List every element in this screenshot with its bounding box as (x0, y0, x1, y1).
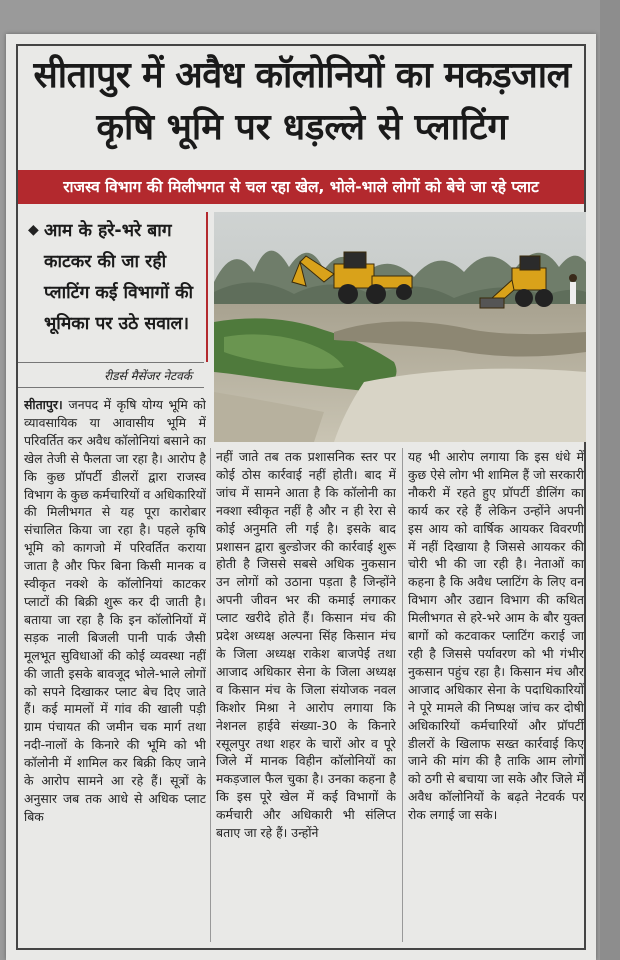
column-divider (210, 448, 211, 942)
headline-line-2: कृषि भूमि पर धड़ल्ले से प्लाटिंग (96, 107, 508, 148)
pull-quote-text: आम के हरे-भरे बाग काटकर की जा रही प्लाटिंग कई विभागों की भूमिका पर उठे सवाल। (44, 221, 194, 334)
article-column-1 (24, 396, 206, 944)
column-divider (402, 448, 403, 942)
headline-line-1: सीतापुर में अवैध कॉलोनियों का मकड़जाल (33, 55, 571, 96)
bulldozer-scene-image (214, 212, 586, 442)
diamond-bullet-icon: ◆ (28, 222, 39, 238)
article-column-2: नहीं जाते तब तक प्रशासनिक स्तर पर कोई ठोस कार्रवाई नहीं होती। बाद में जांच में सामने आता है कि कॉलोनी का नक्शा स्वीकृत नहीं है और न ही रेरा से कोई अनुमति ली गई है। इसके बाद प्रशासन द्वारा बुल्डोजर की कार्रवाई शुरू होती है जिससे सबसे अधिक नुकसान उन लोगों को उठाना पड़ता है जिन्होंने अपनी जीवन भर की कमाई लगाकर प्लाट खरीदे होते हैं। किसान मंच की प्रदेश अध्यक्ष अल्पना सिंह किसान मंच के जिला अध्यक्ष राकेश बाजपेई तथा आजाद अधिकार सेना के जिला अध्यक्ष व किसान मंच के जिला संयोजक नवल किशोर मिश्रा ने आरोप लगाया कि नेशनल हाईवे संख्या-30 के किनारे रसूलपुर तथा शहर के चारों ओर व पूरे जिले में मानक विहीन कॉलोनियों का मकड़जाल फैल चुका है। उनका कहना है कि इस पूरे खेल में कई विभागों के कर्मचारी और अधिकारी भी संलिप्त बताए जा रहे हैं। उन्होंने (216, 449, 396, 841)
byline: रीडर्स मैसेंजर नेटवर्क (18, 362, 204, 388)
article-column-1-text: जनपद में कृषि योग्य भूमि को व्यावसायिक या आवासीय भूमि में परिवर्तित कर अवैध कॉलोनियां बसाने का खेल तेजी से फैलता जा रहा है। आरोप है कि कुछ प्रॉपर्टी डीलरों द्वारा राजस्व विभाग के कुछ कर्मचारियों व अधिकारियों की मिलीभगत से यह पूरा कारोबार संचालित किया जा रहा है। पहले कृषि भूमि को कागजो में परिवर्तित कराया जाता है और फिर बिना किसी मानक व स्वीकृत नक्शे के कॉलोनियां काटकर प्लाटों की बिक्री शुरू कर दी जाती है। बताया जा रहा है कि इन कॉलोनियों में सड़क नाली बिजली पानी पार्क जैसी मूलभूत सुविधाओं की कोई व्यवस्था नहीं की जाती इसके बावजूद भोले-भाले लोगों को सपने दिखाकर प्लाट बेच दिए जाते हैं। कई मामलों में गांव की खाली पड़ी ग्राम पंचायत की जमीन चक मार्ग तथा नदी-नालों के किनारे की भूमि को भी कॉलोनी में शामिल कर बिक्री किए जाने के आरोप सामने आ रहे हैं। सूत्रों के अनुसार जब तक आधे से अधिक प्लाट बिक (24, 397, 206, 824)
article-column-3: यह भी आरोप लगाया कि इस धंधे में कुछ ऐसे लोग भी शामिल हैं जो सरकारी नौकरी में रहते हुए प्रॉपर्टी डीलिंग का कार्य कर रहे हैं लेकिन उन्होंने अपनी इस आय को वार्षिक आयकर विवरणी में नहीं दिखाया है जिससे आयकर की चोरी भी की जा रही है। नेताओं का कहना है कि अवैध प्लाटिंग के लिए वन विभाग और उद्यान विभाग की कथित मिलीभगत से हरे-भरे आम के बौर युक्त बागों को कटवाकर प्लाटिंग कराई जा रही है जिससे पर्यावरण को भी गंभीर नुकसान पहुंच रहा है। किसान मंच और आजाद अधिकार सेना के पदाधिकारियों ने पूरे मामले की निष्पक्ष जांच कर दोषी अधिकारियों कर्मचारियों और प्रॉपर्टी डीलरों के खिलाफ सख्त कार्रवाई किए जाने की मांग की है ताकि आम लोगों को ठगी से बचाया जा सके और जिले में अवैध कॉलोनियों के बढ़ते नेटवर्क पर रोक लगाई जा सके। (408, 449, 584, 823)
news-photo-bulldozers (214, 212, 586, 442)
article-frame (16, 44, 586, 950)
newspaper-clipping (6, 34, 596, 960)
dateline: सीतापुर। (24, 397, 69, 412)
subheadline-banner: राजस्व विभाग की मिलीभगत से चल रहा खेल, भोले-भाले लोगों को बेचे जा रहे प्लाट (18, 170, 584, 204)
background-edge (600, 0, 620, 960)
pull-quote (22, 212, 208, 362)
